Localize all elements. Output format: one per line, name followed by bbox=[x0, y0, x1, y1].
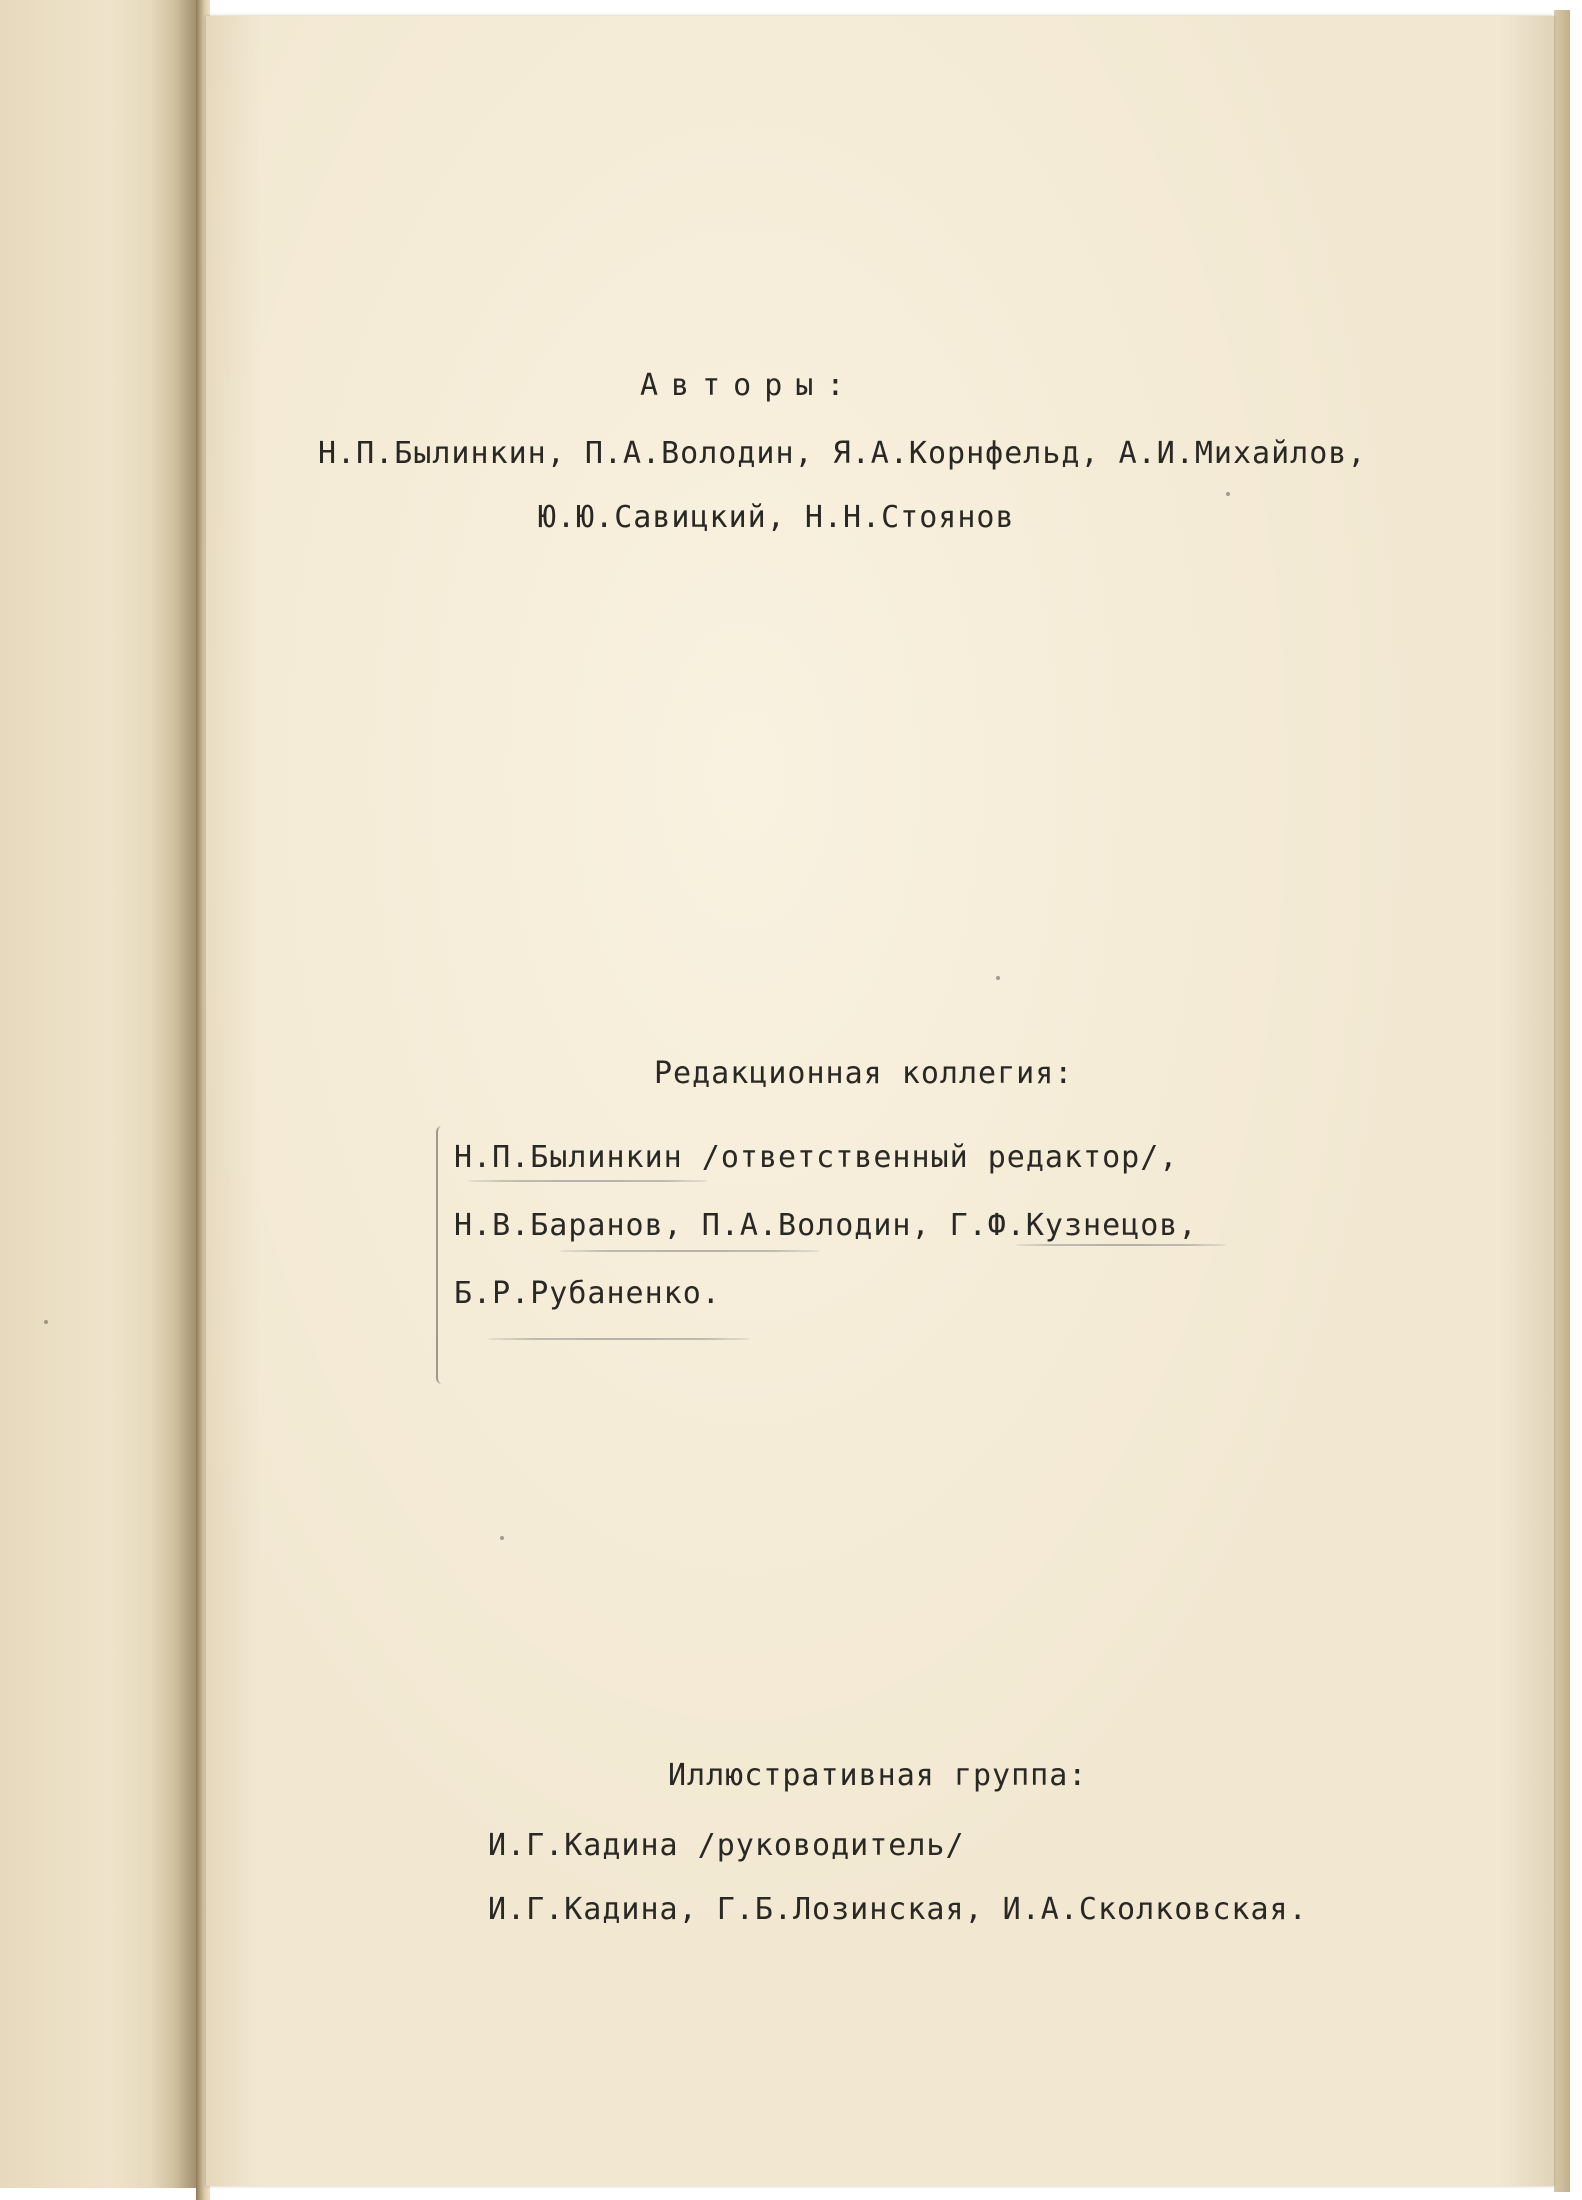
editorial-board-line-1: Н.П.Былинкин /ответственный редактор/, bbox=[454, 1140, 1179, 1175]
pencil-underline bbox=[468, 1180, 708, 1182]
authors-line-2: Ю.Ю.Савицкий, Н.Н.Стоянов bbox=[538, 500, 1015, 535]
pencil-underline bbox=[1016, 1244, 1226, 1246]
pencil-margin-bracket bbox=[436, 1126, 446, 1384]
authors-line-1: Н.П.Былинкин, П.А.Володин, Я.А.Корнфельд, А.И.Михайлов, bbox=[318, 436, 1367, 471]
pencil-underline bbox=[488, 1338, 750, 1340]
paper-speck bbox=[1226, 492, 1230, 496]
paper-speck bbox=[996, 976, 1000, 980]
editorial-board-line-3: Б.Р.Рубаненко. bbox=[454, 1276, 721, 1311]
editorial-board-line-2: Н.В.Баранов, П.А.Володин, Г.Ф.Кузнецов, bbox=[454, 1208, 1198, 1243]
authors-heading: Авторы: bbox=[640, 368, 858, 403]
paper-speck bbox=[500, 1536, 504, 1540]
left-page-edge bbox=[150, 0, 196, 2188]
page-stack-edge bbox=[1554, 10, 1570, 2192]
paper-speck bbox=[44, 1320, 48, 1324]
illustrative-group-line-2: И.Г.Кадина, Г.Б.Лозинская, И.А.Сколковская. bbox=[488, 1892, 1308, 1927]
pencil-underline bbox=[560, 1250, 820, 1252]
illustrative-group-heading: Иллюстративная группа: bbox=[668, 1758, 1088, 1793]
illustrative-group-line-1: И.Г.Кадина /руководитель/ bbox=[488, 1828, 965, 1863]
editorial-board-heading: Редакционная коллегия: bbox=[654, 1056, 1074, 1091]
